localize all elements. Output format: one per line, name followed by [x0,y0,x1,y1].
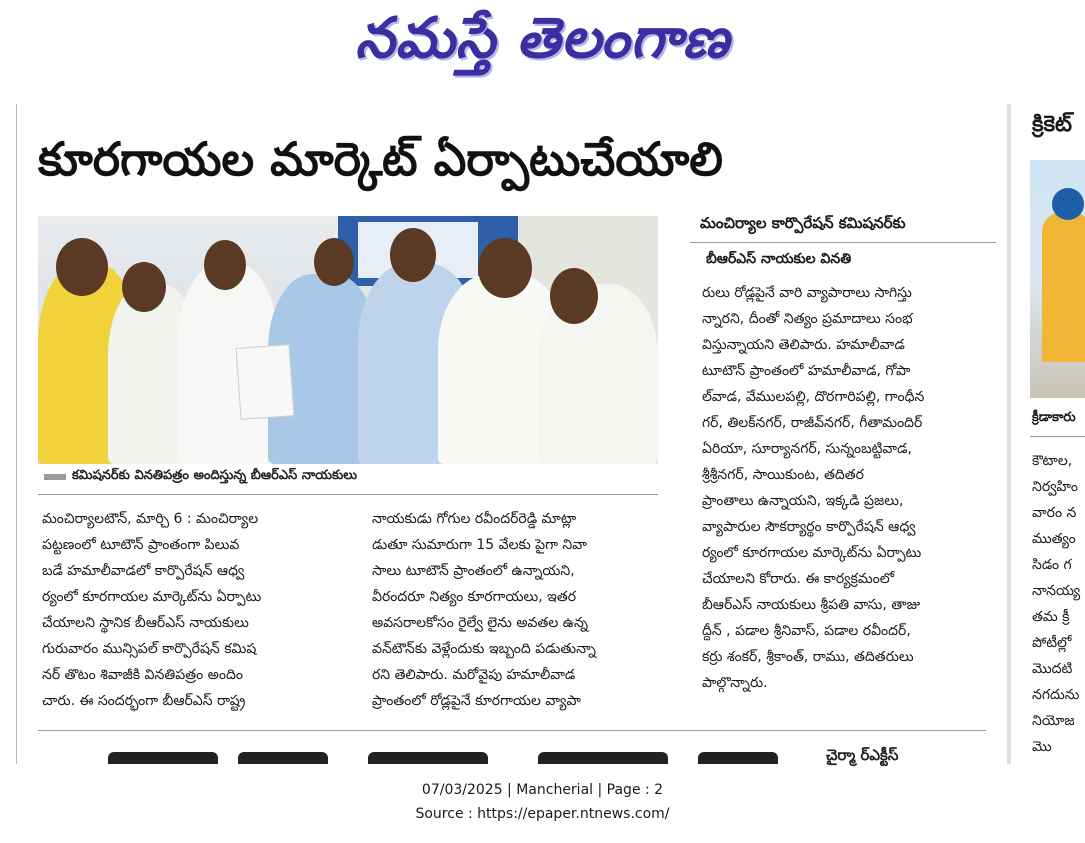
article-headline: కూరగాయల మార్కెట్ ఏర్పాటుచేయాలి [38,132,723,186]
text-line: ద్దీన్ , పడాల శ్రీనివాస్, పడాల రవీందర్, [702,623,911,639]
text-line: పట్టణంలో టూటౌన్ ప్రాంతంగా పిలువ [42,537,240,553]
text-line: వ్యాపారుల సౌకర్యార్థం కార్పొరేషన్ ఆధ్వ [702,519,916,535]
cropped-glyph [368,752,488,764]
cropped-glyph [238,752,328,764]
text-line: రని తెలిపారు. మరోవైపు హమాలీవాడ [372,667,576,683]
text-line: చారు. ఈ సందర్భంగా బీఆర్‌ఎస్ రాష్ట్ర [42,693,246,709]
text-line: బీఆర్‌ఎస్ నాయకులు శ్రీపతి వాసు, తాజు [702,597,921,613]
text-line: న్నారని, దీంతో నిత్యం ప్రమాదాలు సంభ [702,311,913,327]
subhead-rule [690,242,996,243]
text-line: చేయాలని స్థానిక బీఆర్‌ఎస్ నాయకులు [42,615,249,631]
text-line: వారం న [1032,505,1077,521]
text-line: సిడం గ [1032,557,1072,573]
text-line: కర్రు శంకర్, శ్రీకాంత్, రాము, తదితరులు [702,649,914,665]
masthead [0,0,1085,78]
photo-head [390,228,436,282]
cropped-glyph [698,752,778,764]
text-line: పాల్గొన్నారు. [702,675,768,691]
text-line: నానయ్య [1032,583,1081,599]
text-line: సాలు టూటౌన్ ప్రాంతంలో ఉన్నాయని, [372,563,575,579]
text-line: కౌటాల, [1032,453,1073,469]
photo-head [1052,188,1084,220]
photo-head [478,238,532,298]
side-article-headline: క్రికెట్ [1032,112,1072,137]
caption-marker [44,474,66,480]
text-line: నిర్వహిం [1032,479,1078,495]
text-line: మొదటి [1032,661,1073,677]
text-line: గర్, తిలక్‌నగర్, రాజీవ్‌నగర్, గీతామందిర్ [702,415,923,431]
photo-person [1042,212,1085,362]
text-line: టూటౌన్ ప్రాంతంలో హమాలీవాడ, గోపా [702,363,911,379]
text-line: ప్రాంతాలు ఉన్నాయని, ఇక్కడి ప్రజలు, [702,493,904,509]
article-column-2 [372,506,666,714]
masthead-title: నమస్తే తెలంగాణ [355,6,730,71]
text-line: ర్యంలో కూరగాయల మార్కెట్‌ను ఏర్పాటు [702,545,922,561]
article-column-3 [702,280,998,696]
text-line: మంచిర్యాలటౌన్, మార్చి 6 : మంచిర్యాల [42,511,259,527]
text-line: గురువారం మున్సిపల్ కార్పొరేషన్ కమిష [42,641,257,657]
photo-head [204,240,246,290]
text-line: పోటీల్లో [1032,635,1072,651]
photo-caption: కమిషనర్‌కు వినతిపత్రం అందిస్తున్న బీఆర్‌ఎస్ నాయకులు [72,468,357,483]
text-line: ముత్యం [1032,531,1076,547]
cropped-glyph [538,752,668,764]
text-line: నగదును [1032,687,1080,703]
text-line: రులు రోడ్లపైనే వారి వ్యాపారాలు సాగిస్తు [702,285,912,301]
article-column-1 [42,506,360,714]
text-line: వీరందరూ నిత్యం కూరగాయలు, ఇతర [372,589,577,605]
side-article-column [1032,448,1085,760]
bottom-rule [38,730,986,731]
text-line: ఏరియా, సూర్యానగర్, సున్నంబట్టివాడ, [702,441,912,457]
text-line: చేయాలని కోరారు. ఈ కార్యక్రమంలో [702,571,895,587]
text-line: బడే హమాలీవాడలో కార్పొరేషన్ ఆధ్వ [42,563,245,579]
article-photo [38,216,658,464]
text-line: శ్రీశ్రీనగర్, సాయికుంట, తదితర [702,467,864,483]
photo-head [314,238,354,286]
text-line: మొ [1032,739,1052,755]
text-line: డుతూ సుమారుగా 15 వేలకు పైగా నివా [372,537,587,553]
photo-document [236,344,295,420]
cropped-glyph [108,752,218,764]
text-line: ల్‌వాడ, వేములపల్లి, దొరగారిపల్లి, గాంధీన [702,389,925,405]
footer-date-line: 07/03/2025 | Mancherial | Page : 2 [421,782,664,798]
side-article-caption: క్రీడాకారు [1032,410,1076,425]
photo-head [122,262,166,312]
text-line: తమ క్రీ [1032,609,1070,625]
text-line: ర్యంలో కూరగాయల మార్కెట్‌ను ఏర్పాటు [42,589,262,605]
side-caption-rule [1030,436,1085,437]
article-subhead: మంచిర్యాల కార్పొరేషన్ కమిషనర్‌కు [700,214,906,232]
footer-source-line: Source : https://epaper.ntnews.com/ [415,806,670,822]
text-line: నాయకుడు గోగుల రవీందర్‌రెడ్డి మాట్లా [372,511,577,527]
photo-head [550,268,598,324]
caption-rule [38,494,658,495]
column-divider [1007,104,1011,764]
text-line: నియోజ [1032,713,1075,729]
epaper-footer [0,778,1085,826]
text-line: అవసరాలకోసం రైల్వే లైను అవతల ఉన్న [372,615,588,631]
side-article-photo [1030,160,1085,398]
text-line: ప్రాంతంలో రోడ్లపైనే కూరగాయల వ్యాపా [372,693,581,709]
photo-head [56,238,108,296]
text-line: వన్‌టౌన్‌కు వెళ్లేందుకు ఇబ్బంది పడుతున్నా [372,641,596,657]
text-line: నర్ తొటం శివాజీకి వినతిపత్రం అందిం [42,667,243,683]
left-border [16,104,17,764]
text-line: విస్తున్నాయని తెలిపారు. హమాలీవాడ [702,337,905,353]
article-subhead: బీఆర్‌ఎస్ నాయకుల వినతి [706,251,852,267]
bottom-side-snippet: చైర్మా ర్ఎక్టీస్ [826,746,899,764]
